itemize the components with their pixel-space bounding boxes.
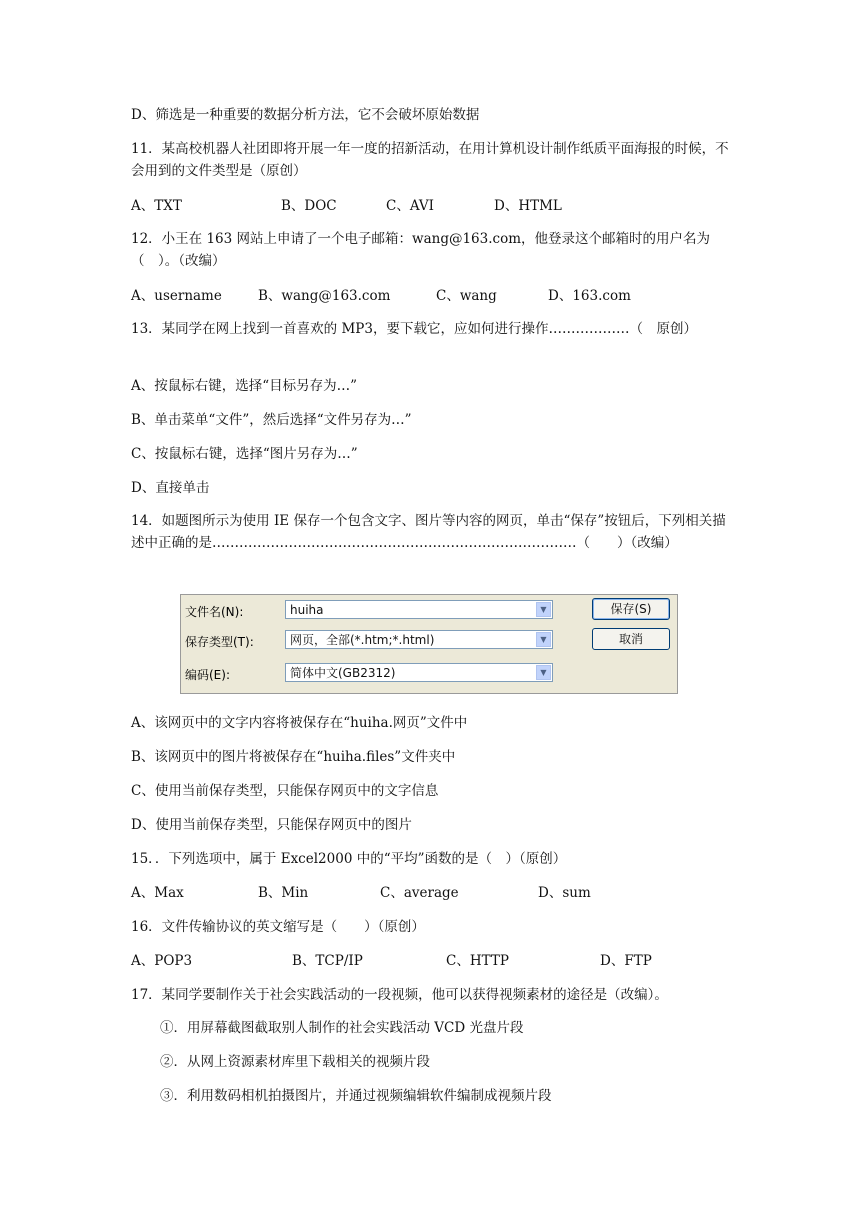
q11-option-b: B、DOC	[281, 198, 337, 214]
question-16: 16．文件传输协议的英文缩写是（ ）（原创）	[131, 919, 425, 935]
q15-option-b: B、Min	[258, 885, 309, 901]
type-value: 网页，全部(*.htm;*.html)	[290, 633, 435, 647]
option-line: D、筛选是一种重要的数据分析方法，它不会破坏原始数据	[131, 107, 480, 123]
q17-item-1: ①．用屏幕截图截取别人制作的社会实践活动 VCD 光盘片段	[160, 1020, 524, 1036]
chevron-down-icon[interactable]: ▼	[536, 602, 551, 617]
encoding-label: 编码(E):	[185, 668, 230, 682]
q16-option-b: B、TCP/IP	[292, 953, 363, 969]
filename-label: 文件名(N):	[185, 605, 244, 619]
q15-option-a: A、Max	[131, 885, 184, 901]
q16-option-d: D、FTP	[600, 953, 652, 969]
filename-value: huiha	[290, 603, 324, 617]
question-13: 13．某同学在网上找到一首喜欢的 MP3，要下载它，应如何进行操作………………（ 原创）	[131, 321, 697, 337]
question-17: 17．某同学要制作关于社会实践活动的一段视频，他可以获得视频素材的途径是（改编）。	[131, 987, 668, 1003]
save-dialog-figure	[180, 594, 678, 694]
encoding-value: 简体中文(GB2312)	[290, 666, 396, 680]
q14-option-b: B、该网页中的图片将被保存在“huiha.files”文件夹中	[131, 749, 456, 765]
q14-option-a: A、该网页中的文字内容将被保存在“huiha.网页”文件中	[131, 715, 468, 731]
q14-option-d: D、使用当前保存类型，只能保存网页中的图片	[131, 817, 412, 833]
q16-option-c: C、HTTP	[446, 953, 509, 969]
type-select[interactable]	[285, 630, 553, 649]
q17-item-3: ③．利用数码相机拍摄图片，并通过视频编辑软件编制成视频片段	[160, 1088, 552, 1104]
cancel-button[interactable]: 取消	[592, 628, 670, 650]
chevron-down-icon[interactable]: ▼	[536, 632, 551, 647]
type-label: 保存类型(T):	[185, 635, 254, 649]
save-button[interactable]: 保存(S)	[592, 598, 670, 620]
q13-option-d: D、直接单击	[131, 480, 210, 496]
q15-option-c: C、average	[380, 885, 459, 901]
q12-option-a: A、username	[131, 288, 222, 304]
q12-option-c: C、wang	[436, 288, 497, 304]
question-14: 14．如题图所示为使用 IE 保存一个包含文字、图片等内容的网页，单击“保存”按钮后，下列相关描述中正确的是………………………………………………………………………（ ）（改编）	[131, 513, 726, 551]
q13-option-a: A、按鼠标右键，选择“目标另存为…”	[131, 378, 358, 394]
q12-option-d: D、163.com	[548, 288, 631, 304]
encoding-select[interactable]	[285, 663, 553, 682]
q15-option-d: D、sum	[538, 885, 591, 901]
q16-option-a: A、POP3	[131, 953, 193, 969]
question-15: 15．．下列选项中，属于 Excel2000 中的“平均”函数的是（ ）（原创）	[131, 851, 567, 867]
filename-input[interactable]	[285, 600, 553, 619]
question-12: 12．小王在 163 网站上申请了一个电子邮箱：wang@163.com，他登录这个邮箱时的用户名为（ ）。（改编）	[131, 231, 711, 269]
chevron-down-icon[interactable]: ▼	[536, 665, 551, 680]
q17-item-2: ②．从网上资源素材库里下载相关的视频片段	[160, 1054, 430, 1070]
q11-option-d: D、HTML	[494, 198, 562, 214]
q11-option-c: C、AVI	[386, 198, 434, 214]
question-11: 11．某高校机器人社团即将开展一年一度的招新活动，在用计算机设计制作纸质平面海报的时候，不会用到的文件类型是（原创）	[131, 141, 729, 179]
q13-option-c: C、按鼠标右键，选择“图片另存为…”	[131, 446, 358, 462]
q13-option-b: B、单击菜单“文件”，然后选择“文件另存为…”	[131, 412, 412, 428]
q14-option-c: C、使用当前保存类型，只能保存网页中的文字信息	[131, 783, 439, 799]
q12-option-b: B、wang@163.com	[258, 288, 391, 304]
q11-option-a: A、TXT	[131, 198, 182, 214]
